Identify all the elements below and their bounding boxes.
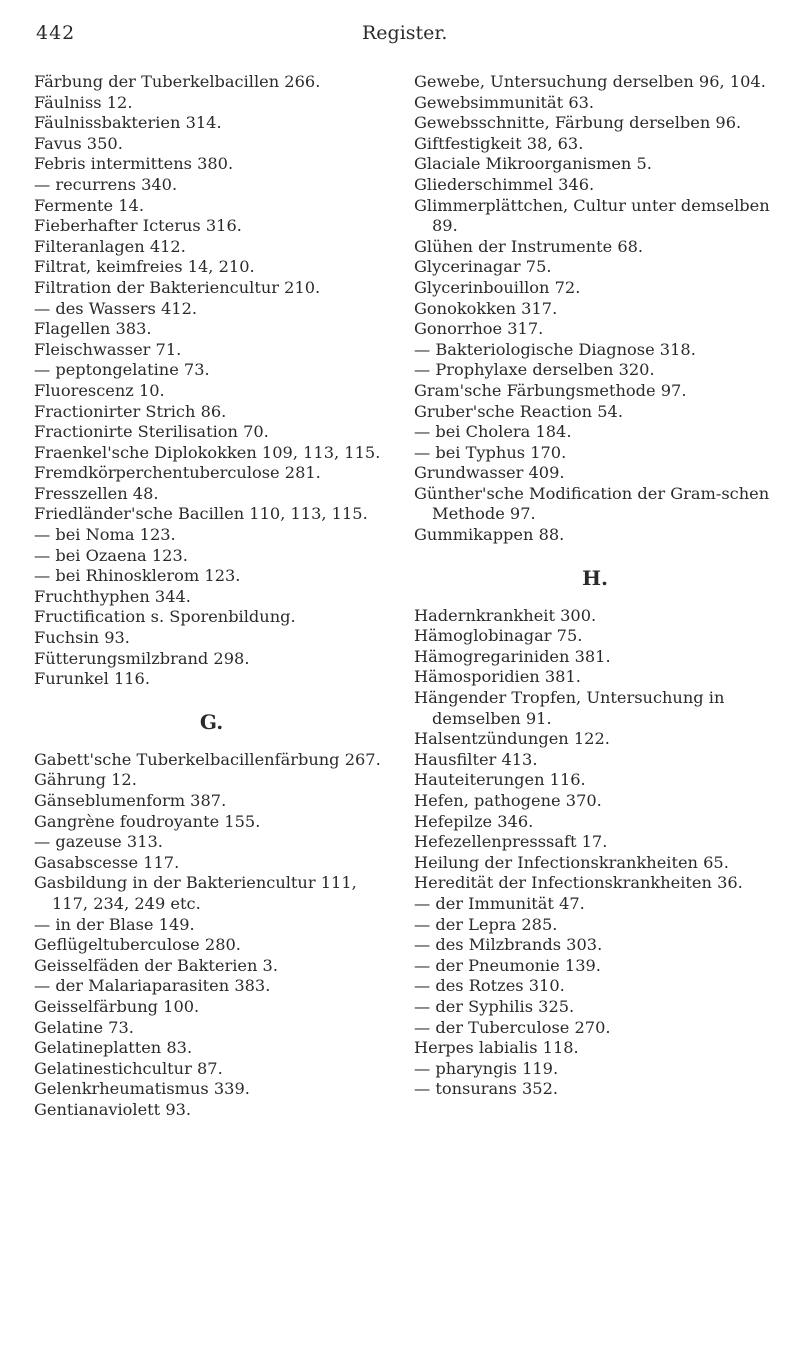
index-entry: Fluorescenz 10.	[34, 380, 165, 400]
index-entry: — Prophylaxe derselben 320.	[414, 360, 655, 380]
index-entry: Hämoglobinagar 75.	[414, 626, 583, 646]
index-entry: Fermente 14.	[34, 195, 144, 215]
index-entry: Giftfestigkeit 38, 63.	[414, 133, 584, 153]
index-entry: — der Pneumonie 139.	[414, 955, 601, 975]
index-entry: Fäulniss 12.	[34, 92, 133, 112]
index-entry: Gelatinestichcultur 87.	[34, 1058, 223, 1078]
index-entry: Furunkel 116.	[34, 669, 150, 689]
index-entry: Fieberhafter Icterus 316.	[34, 216, 242, 236]
index-entry: Febris intermittens 380.	[34, 154, 234, 174]
index-entry: Hauteiterungen 116.	[414, 770, 586, 790]
index-entry: — des Milzbrands 303.	[414, 935, 603, 955]
index-entry: Hausfilter 413.	[414, 749, 538, 769]
index-entry: — bei Typhus 170.	[414, 442, 567, 462]
page-number: 442	[36, 22, 76, 44]
index-entry: Gasbildung in der Bakteriencultur 111, 117, 234, 249 etc.	[34, 873, 357, 913]
index-entry: Gruber'sche Reaction 54.	[414, 401, 623, 421]
index-entry: Gummikappen 88.	[414, 525, 565, 545]
index-entry: Heilung der Infectionskrankheiten 65.	[414, 852, 729, 872]
index-entry: — in der Blase 149.	[34, 914, 195, 934]
index-entry: — tonsurans 352.	[414, 1079, 559, 1099]
index-entry: Gewebsschnitte, Färbung derselben 96.	[414, 113, 742, 133]
index-entry: Glycerinbouillon 72.	[414, 277, 581, 297]
index-entry: — des Rotzes 310.	[414, 976, 565, 996]
index-entry: Glimmerplättchen, Cultur unter demselben 89.	[414, 195, 770, 236]
index-entry: — der Immunität 47.	[414, 893, 585, 913]
index-entry: Geisselfärbung 100.	[34, 996, 200, 1016]
index-entry: — des Wassers 412.	[34, 298, 198, 318]
index-entry: Gelatineplatten 83.	[34, 1038, 193, 1058]
index-entry: Hämosporidien 381.	[414, 667, 581, 687]
index-entry: Gelenkrheumatismus 339.	[34, 1079, 250, 1099]
index-entry: Hefen, pathogene 370.	[414, 791, 602, 810]
index-entry: Hefepilze 346.	[414, 811, 534, 831]
index-entry: Gangrène foudroyante 155.	[34, 811, 261, 831]
index-entry: Hämogregariniden 381.	[414, 646, 611, 666]
index-entry: Halsentzündungen 122.	[414, 729, 610, 749]
index-entry: Fremdkörperchentuberculose 281.	[34, 463, 321, 483]
index-entry: — der Syphilis 325.	[414, 996, 575, 1016]
index-entry: Gasabscesse 117.	[34, 852, 180, 872]
index-entry: Filtration der Bakteriencultur 210.	[34, 277, 321, 297]
index-entry: Gonokokken 317.	[414, 298, 558, 318]
index-entry: — pharyngis 119.	[414, 1058, 559, 1078]
index-entry: Flagellen 383.	[34, 319, 152, 339]
index-entry: — peptongelatine 73.	[34, 360, 210, 380]
index-entry: Heredität der Infectionskrankheiten 36.	[414, 873, 743, 893]
section-letter-heading: H.	[582, 565, 608, 590]
index-entry: — der Malariaparasiten 383.	[34, 976, 271, 996]
index-entry: Gabett'sche Tuberkelbacillenfärbung 267.	[34, 749, 381, 769]
index-entry: — bei Noma 123.	[34, 525, 176, 545]
index-entry: Fraenkel'sche Diplokokken 109, 113, 115.	[34, 442, 381, 462]
index-entry: — bei Rhinosklerom 123.	[34, 566, 241, 586]
running-title: Register.	[362, 22, 448, 44]
index-entry: Geisselfäden der Bakterien 3.	[34, 955, 278, 975]
index-entry: Fütterungsmilzbrand 298.	[34, 648, 250, 668]
index-entry: Filteranlagen 412.	[34, 236, 186, 256]
index-entry: — bei Cholera 184.	[414, 422, 572, 442]
index-entry: — der Lepra 285.	[414, 914, 558, 934]
index-entry: Gelatine 73.	[34, 1017, 134, 1037]
index-entry: Glühen der Instrumente 68.	[414, 236, 644, 256]
index-entry: Grundwasser 409.	[414, 463, 565, 483]
index-entry: Fractionirte Sterilisation 70.	[34, 422, 269, 442]
index-entry: Glaciale Mikroorganismen 5.	[414, 154, 652, 174]
index-entry: — gazeuse 313.	[34, 832, 163, 852]
page-header	[0, 22, 800, 52]
index-entry: Gonorrhoe 317.	[414, 319, 544, 339]
index-entry: Gänseblumenform 387.	[34, 791, 227, 810]
index-entry: — Bakteriologische Diagnose 318.	[414, 339, 696, 359]
index-entry: Fruchthyphen 344.	[34, 586, 191, 606]
index-entry: Hefezellenpresssaft 17.	[414, 832, 608, 852]
index-entry: — recurrens 340.	[34, 174, 178, 194]
index-entry: Fuchsin 93.	[34, 628, 130, 648]
index-entry: Hängender Tropfen, Untersuchung in demselben 91.	[414, 688, 725, 728]
index-entry: Favus 350.	[34, 133, 123, 153]
index-entry: — bei Ozaena 123.	[34, 545, 188, 565]
index-entry: Gewebsimmunität 63.	[414, 92, 595, 112]
index-entry: Hadernkrankheit 300.	[414, 605, 597, 625]
index-entry: Herpes labialis 118.	[414, 1038, 579, 1058]
index-entry: Günther'sche Modification der Gram-schen Methode 97.	[414, 483, 770, 524]
index-entry: Gentianaviolett 93.	[34, 1099, 192, 1119]
index-entry: Gram'sche Färbungsmethode 97.	[414, 380, 687, 400]
section-letter-heading: G.	[199, 709, 224, 734]
index-entry: Friedländer'sche Bacillen 110, 113, 115.	[34, 504, 368, 524]
index-entry: Glycerinagar 75.	[414, 257, 552, 277]
index-entry: Fäulnissbakterien 314.	[34, 113, 222, 133]
index-entry: Färbung der Tuberkelbacillen 266.	[34, 72, 321, 91]
index-entry: Gährung 12.	[34, 770, 137, 790]
index-column-right	[414, 72, 776, 1100]
index-entry: Gewebe, Untersuchung derselben 96, 104.	[414, 72, 766, 91]
index-column-left	[34, 72, 389, 1121]
index-entry: Fructification s. Sporenbildung.	[34, 607, 296, 627]
index-entry: — der Tuberculose 270.	[414, 1017, 611, 1037]
index-entry: Fractionirter Strich 86.	[34, 401, 227, 421]
index-entry: Fleischwasser 71.	[34, 339, 182, 359]
index-entry: Filtrat, keimfreies 14, 210.	[34, 257, 255, 277]
index-entry: Fresszellen 48.	[34, 483, 159, 503]
index-entry: Geflügeltuberculose 280.	[34, 935, 241, 955]
index-entry: Gliederschimmel 346.	[414, 174, 595, 194]
